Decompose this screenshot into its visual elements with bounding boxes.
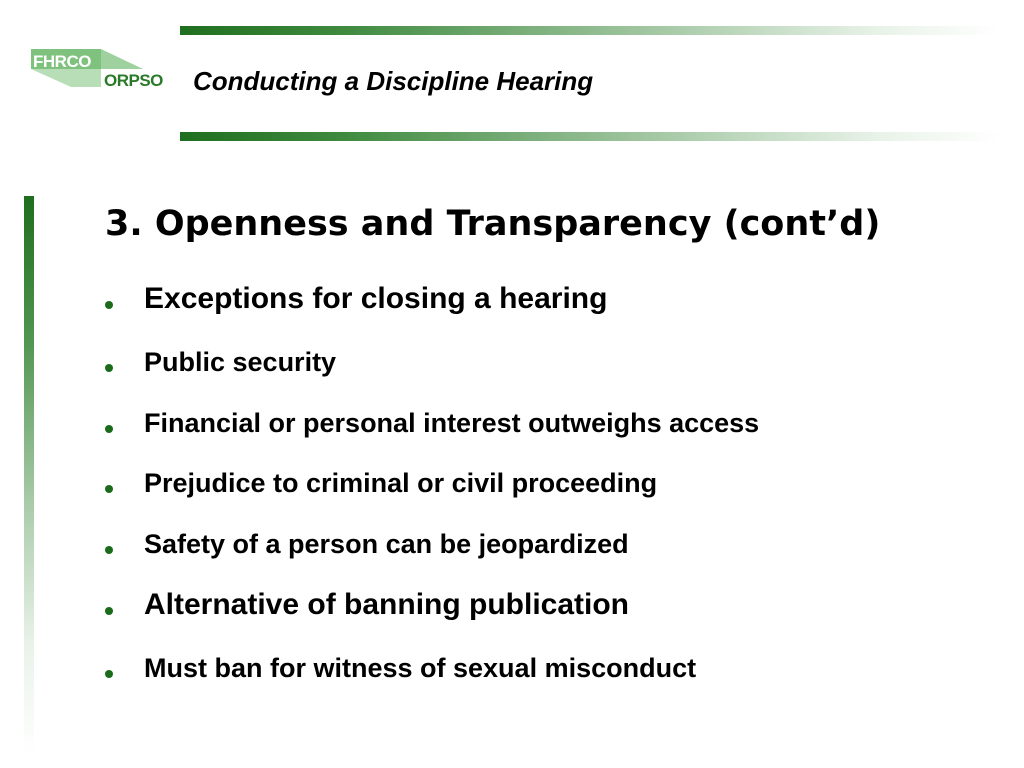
bullet-text: Public security [144,347,337,377]
slide-title: 3. Openness and Transparency (cont’d) [105,204,881,244]
header-bottom-rule [180,132,1000,141]
bullet-text: Safety of a person can be jeopardized [144,529,629,559]
bullet-text: Prejudice to criminal or civil proceeding [144,468,658,498]
logo-text-fhrco: FHRCO [33,52,91,71]
bullet-dot-icon [105,485,113,493]
bullet-dot-icon [105,670,113,678]
side-accent-bar [24,196,34,756]
bullet-dot-icon [105,425,113,433]
bullet-dot-icon [105,301,113,309]
bullet-text: Alternative of banning publication [144,588,630,621]
bullet-dot-icon [105,607,113,615]
header-title: Conducting a Discipline Hearing [193,66,594,96]
header-top-rule [180,26,1000,35]
bullet-dot-icon [105,546,113,554]
bullet-text: Financial or personal interest outweighs access [144,408,760,438]
bullet-dot-icon [105,364,113,372]
fhrco-orpso-logo [31,47,176,95]
bullet-text: Exceptions for closing a hearing [144,282,608,315]
bullet-text: Must ban for witness of sexual misconduct [144,653,697,683]
logo-text-orpso: ORPSO [104,71,163,90]
